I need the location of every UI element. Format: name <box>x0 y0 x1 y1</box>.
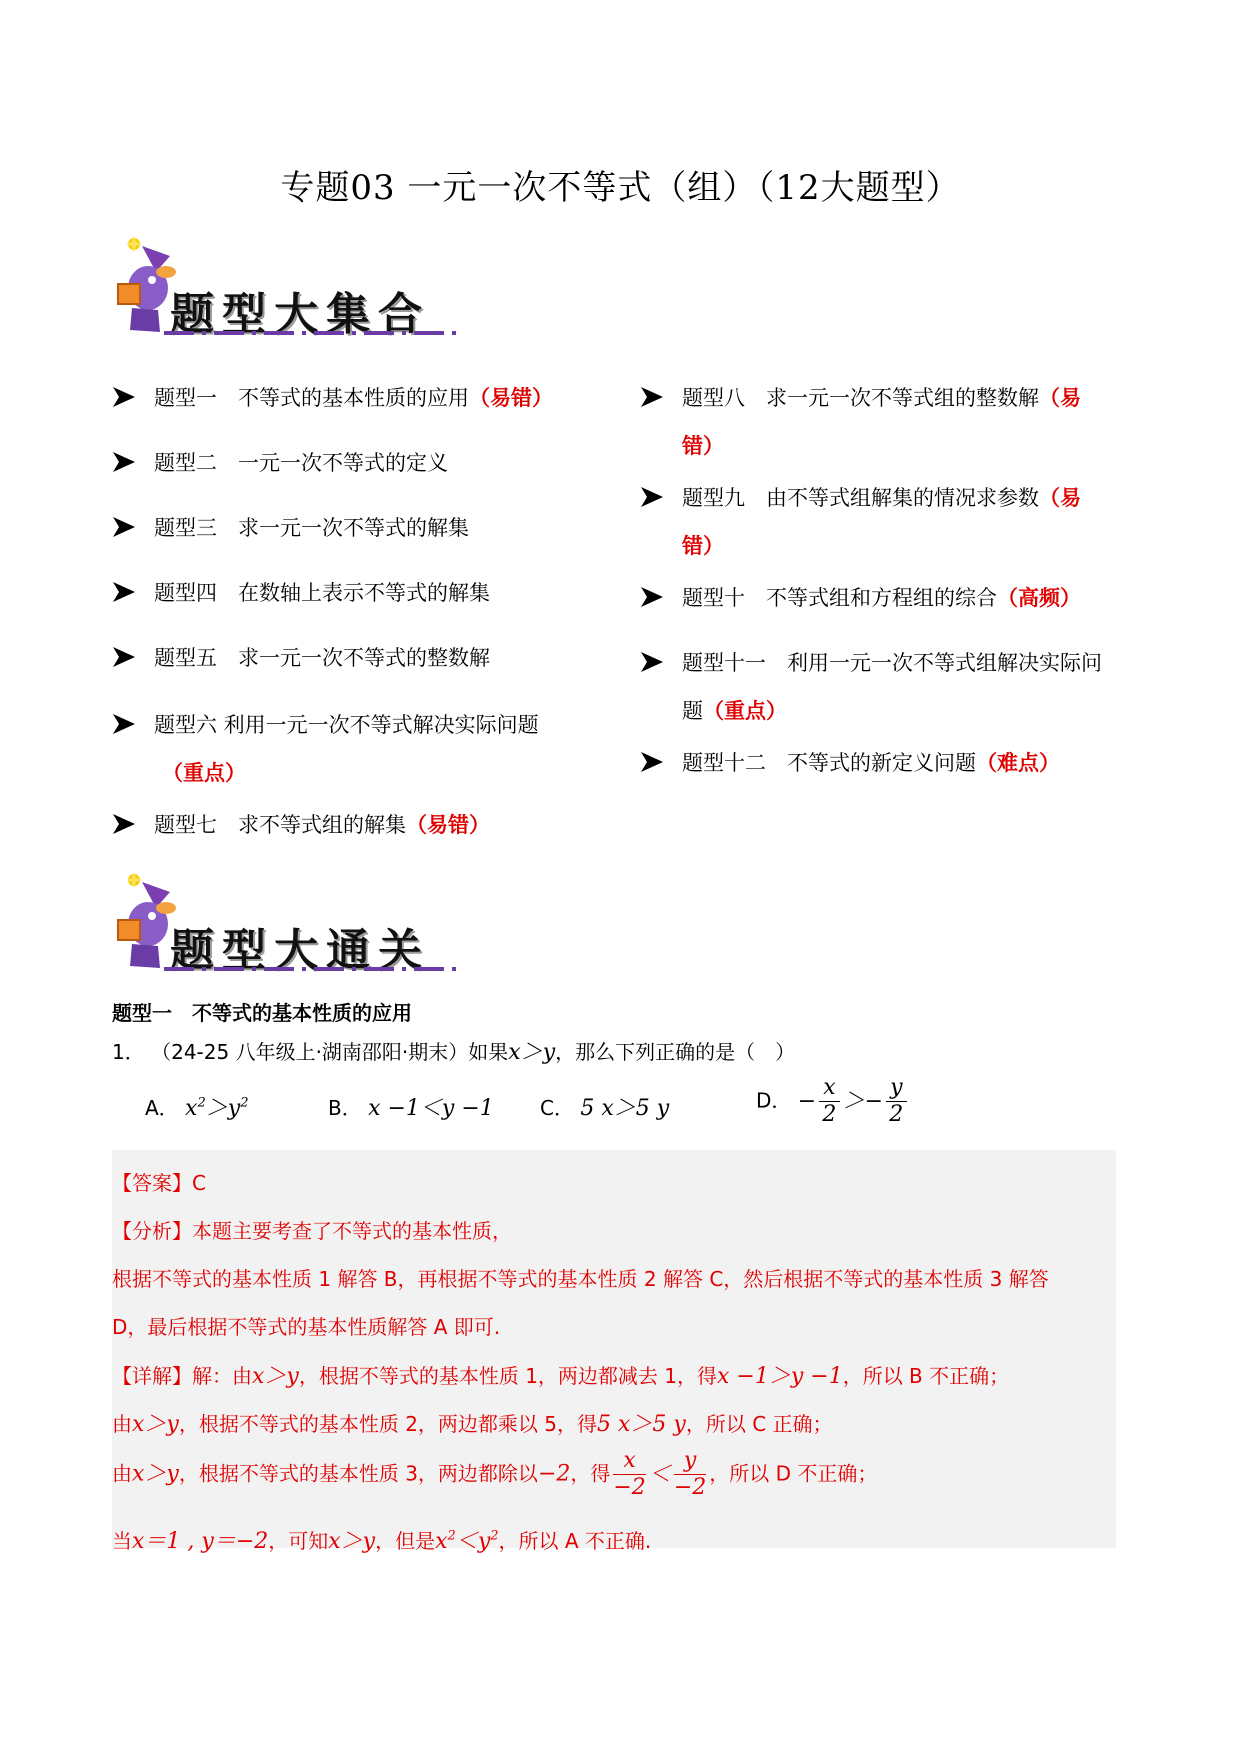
arrowhead-bullet-icon <box>640 751 664 773</box>
detail-math: y <box>477 1529 491 1554</box>
toc-item-tag: （易错） <box>406 813 490 837</box>
arrowhead-bullet-icon <box>112 646 136 668</box>
option-letter: A． <box>145 1096 179 1120</box>
detail-op: ＜ <box>648 1461 671 1487</box>
option-expr: y <box>227 1096 241 1121</box>
arrowhead-bullet-icon <box>640 386 664 408</box>
detail-math: x＞y <box>328 1529 376 1554</box>
toc-item-label: 题型五 求一元一次不等式的整数解 <box>154 646 490 670</box>
banner-collection <box>112 232 462 344</box>
toc-item-tag-cont: 错） <box>682 534 724 558</box>
detail-sup: 2 <box>490 1528 499 1544</box>
banner-dash-divider <box>164 330 464 336</box>
detail-prefix: 【详解】解：由 <box>112 1364 252 1388</box>
toc-item-label: 题型十一 利用一元一次不等式组解决实际问 <box>682 651 1102 675</box>
toc-item-tag: （易错） <box>469 386 553 410</box>
fraction-denominator: 2 <box>889 1102 904 1127</box>
detail-sup: 2 <box>447 1528 456 1544</box>
toc-item-tag-cont: 错） <box>682 434 724 458</box>
fraction-denominator: −2 <box>673 1475 707 1500</box>
toc-item-tag: （重点） <box>703 699 787 723</box>
toc-item-label: 题型二 一元一次不等式的定义 <box>154 451 448 475</box>
analysis-line-1: 根据不等式的基本性质 1 解答 B，再根据不等式的基本性质 2 解答 C，然后根据不等式的基本性质 3 解答 <box>112 1267 1049 1291</box>
detail-math: x＞y <box>132 1461 179 1487</box>
detail-math: x＞y <box>252 1364 299 1389</box>
arrowhead-bullet-icon <box>112 813 136 835</box>
answer-label: 【答案】C <box>112 1171 206 1195</box>
option-sup: 2 <box>240 1095 249 1111</box>
option-letter: C． <box>540 1096 574 1120</box>
toc-item-label: 题型十 不等式组和方程组的综合 <box>682 586 997 610</box>
option-expr: 5 x＞5 y <box>580 1096 670 1121</box>
detail-math: −2 <box>537 1461 571 1487</box>
detail-text: ，所以 A 不正确. <box>498 1529 652 1553</box>
detail-math: 5 x＞5 y <box>597 1412 686 1437</box>
detail-math: x＞y <box>132 1412 179 1437</box>
detail-text: ，根据不等式的基本性质 3，两边都除以 <box>178 1461 538 1486</box>
fraction-numerator: y <box>886 1075 906 1102</box>
banner-mastery <box>112 868 462 980</box>
fraction-numerator: y <box>674 1448 706 1475</box>
toc-item-label-cont: 题 <box>682 699 703 723</box>
detail-text: ，根据不等式的基本性质 2，两边都乘以 5，得 <box>178 1412 598 1436</box>
option-d[interactable] <box>756 1075 910 1128</box>
detail-text: ，所以 C 正确； <box>685 1412 833 1436</box>
toc-item-label: 题型八 求一元一次不等式组的整数解 <box>682 386 1039 410</box>
detail-text: ，得 <box>570 1461 611 1486</box>
arrowhead-bullet-icon <box>112 713 136 735</box>
option-op: ＞ <box>842 1088 865 1114</box>
toc-item-label: 题型四 在数轴上表示不等式的解集 <box>154 581 490 605</box>
toc-item-tag: （易 <box>1039 386 1081 410</box>
option-neg: − <box>797 1088 817 1114</box>
question-condition: x＞y <box>508 1040 556 1065</box>
fraction-numerator: x <box>819 1075 839 1102</box>
toc-item-tag: （高频） <box>997 586 1081 610</box>
option-c[interactable] <box>540 1091 669 1122</box>
arrowhead-bullet-icon <box>112 516 136 538</box>
option-letter: B． <box>328 1096 362 1120</box>
arrowhead-bullet-icon <box>640 586 664 608</box>
toc-item-label: 题型六 利用一元一次不等式解决实际问题 <box>154 713 539 737</box>
options-row <box>0 1075 1241 1145</box>
detail-text: ，所以 D 不正确； <box>709 1461 878 1486</box>
arrowhead-bullet-icon <box>640 651 664 673</box>
option-b[interactable] <box>328 1091 494 1122</box>
fraction-denominator: 2 <box>822 1102 837 1127</box>
option-a[interactable] <box>145 1091 248 1122</box>
toc-item-tag: （难点） <box>976 751 1060 775</box>
banner-title: 题型大集合 <box>170 289 430 340</box>
toc-item-label: 题型十二 不等式的新定义问题 <box>682 751 976 775</box>
detail-line-2 <box>112 1407 833 1438</box>
toc-item-tag: （重点） <box>162 761 246 785</box>
arrowhead-bullet-icon <box>112 581 136 603</box>
fraction-denominator: −2 <box>613 1475 646 1500</box>
toc-item-label: 题型三 求一元一次不等式的解集 <box>154 516 469 540</box>
toc-item-label: 题型九 由不等式组解集的情况求参数 <box>682 486 1039 510</box>
detail-text: ，可知 <box>268 1529 329 1553</box>
section-title: 题型一 不等式的基本性质的应用 <box>112 1001 412 1025</box>
detail-text: ，所以 B 不正确； <box>842 1364 1010 1388</box>
option-expr: x −1＜y −1 <box>368 1096 494 1121</box>
detail-text: 由 <box>112 1412 132 1436</box>
detail-line-1 <box>112 1359 1009 1390</box>
question-text: ，那么下列正确的是（ ） <box>555 1040 796 1064</box>
arrowhead-bullet-icon <box>112 386 136 408</box>
banner-title: 题型大通关 <box>170 925 430 976</box>
banner-dash-divider <box>164 966 464 972</box>
arrowhead-bullet-icon <box>112 451 136 473</box>
option-letter: D． <box>756 1088 792 1113</box>
detail-math: x −1＞y −1 <box>717 1364 843 1389</box>
detail-op: ＜ <box>455 1529 478 1554</box>
option-neg: − <box>864 1088 884 1114</box>
question-number: 1． <box>112 1040 145 1064</box>
option-op: ＞ <box>205 1096 228 1121</box>
question-stem <box>112 1035 795 1066</box>
arrowhead-bullet-icon <box>640 486 664 508</box>
question-source: （24-25 八年级上·湖南邵阳·期末）如果 <box>151 1040 509 1064</box>
detail-text: ，根据不等式的基本性质 1，两边都减去 1，得 <box>298 1364 718 1388</box>
detail-text: 当 <box>112 1529 132 1553</box>
detail-text: ，但是 <box>375 1529 436 1553</box>
toc-item-tag: （易 <box>1039 486 1081 510</box>
detail-line-4 <box>112 1524 651 1555</box>
option-expr: x <box>185 1096 198 1121</box>
toc-item-label: 题型七 求不等式组的解集 <box>154 813 406 837</box>
option-sup: 2 <box>197 1095 206 1111</box>
detail-math: x <box>435 1529 448 1554</box>
page-title: 专题03 一元一次不等式（组）（12大题型） <box>280 168 961 208</box>
analysis-line-2: D，最后根据不等式的基本性质解答 A 即可. <box>112 1315 501 1339</box>
fraction-numerator: x <box>613 1448 645 1475</box>
detail-line-3 <box>112 1448 877 1501</box>
toc-item-label: 题型一 不等式的基本性质的应用 <box>154 386 469 410</box>
analysis-label: 【分析】本题主要考查了不等式的基本性质， <box>112 1219 512 1243</box>
detail-text: 由 <box>112 1461 132 1486</box>
detail-math: x＝1 , y＝−2 <box>132 1529 269 1554</box>
